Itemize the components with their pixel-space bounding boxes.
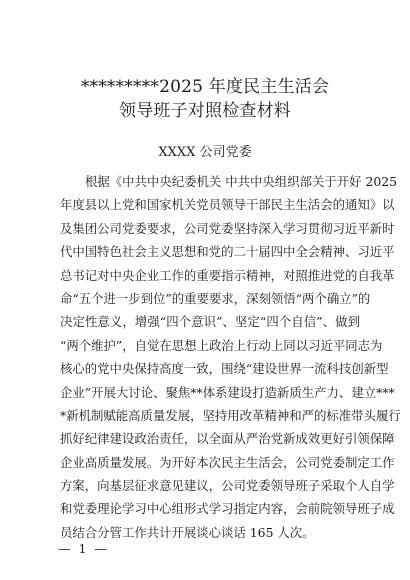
body-paragraph bbox=[60, 170, 401, 544]
body-line: 核心的党中央保持高度一致，围绕“建设世界一流科技创新型 bbox=[60, 361, 389, 377]
body-line: 命“五个进一步到位”的重要要求，深刻领悟“两个确立”的 bbox=[60, 290, 371, 306]
body-line: 年度县以上党和国家机关党员领导干部民主生活会的通知》以 bbox=[60, 197, 395, 213]
body-line: 企业高质量发展。为开好本次民主生活会，公司党委制定工作 bbox=[60, 454, 395, 470]
body-line: 员结合分管工作共计开展谈心谈话 165 人次。 bbox=[60, 524, 315, 540]
body-line: 和党委理论学习中心组形式学习指定内容，会前院领导班子成 bbox=[60, 501, 395, 517]
document-title-line-1: *********2025 年度民主生活会 bbox=[80, 77, 330, 97]
body-line: 抓好纪律建设政治责任，以全面从严治党新成效更好引领保障 bbox=[60, 431, 395, 447]
page-number: — 1 — bbox=[58, 541, 109, 556]
body-line: 决定性意义，增强“四个意识”、坚定“四个自信”、做到 bbox=[60, 314, 360, 330]
body-line: 根据《中共中央纪委机关 中共中央组织部关于开好 2025 bbox=[85, 174, 398, 189]
body-line: 及集团公司党委要求，公司党委坚持深入学习贯彻习近平新时 bbox=[60, 220, 395, 236]
body-line: 方案，向基层征求意见建议，公司党委领导班子采取个人自学 bbox=[60, 478, 395, 494]
organization-name: XXXX 公司党委 bbox=[158, 145, 252, 160]
body-line: 总书记对中央企业工作的重要指示精神，对照推进党的自我革 bbox=[60, 267, 395, 283]
body-line: *新机制赋能高质量发展，坚持用改革精神和严的标准带头履行 bbox=[60, 407, 401, 423]
document-title-line-2: 领导班子对照检查材料 bbox=[119, 101, 291, 121]
body-line: “两个维护”，自觉在思想上政治上行动上同以习近平同志为 bbox=[60, 337, 383, 353]
body-line: 企业”开展大讨论、聚焦**体系建设打造新质生产力、建立*** bbox=[60, 384, 395, 400]
body-line: 代中国特色社会主义思想和党的二十届四中全会精神、习近平 bbox=[60, 244, 395, 260]
